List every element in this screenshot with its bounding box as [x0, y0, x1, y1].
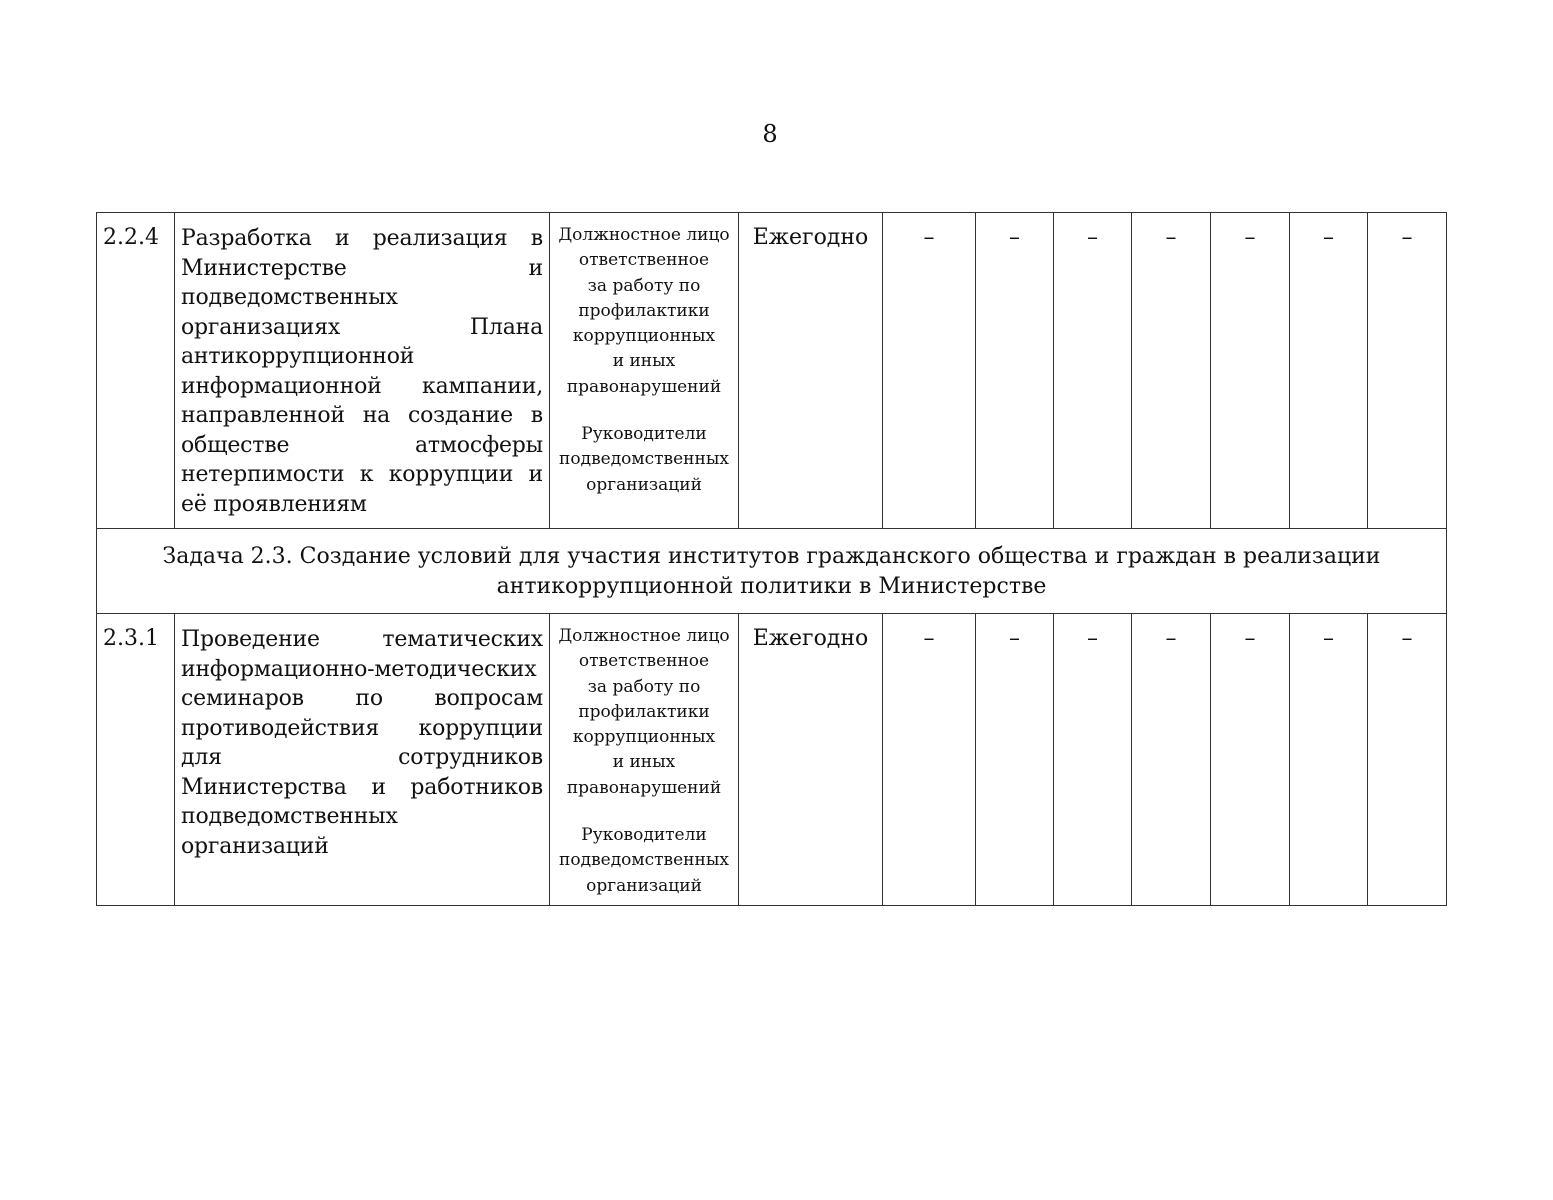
responsible-line: профилактики — [578, 300, 710, 321]
value-cell: – — [1290, 213, 1368, 529]
responsible-line: и иных — [612, 752, 676, 773]
measures-table — [96, 212, 1447, 906]
value-cell: – — [1054, 614, 1132, 906]
task-row — [97, 529, 1447, 614]
responsible-line: Руководители — [581, 424, 707, 445]
responsible-line: организаций — [586, 474, 702, 495]
task-heading-line: Задача 2.3. Создание условий для участия институтов гражданского общества и граждан в реализации — [162, 544, 1381, 569]
value-cell: – — [976, 614, 1054, 906]
responsible-line: ответственное — [578, 250, 710, 271]
value-cell: – — [1211, 213, 1290, 529]
row-number: 2.2.4 — [97, 213, 175, 529]
task-heading — [97, 529, 1447, 614]
measure-title: Разработка и реализация в Министерстве и подведомственных организациях Плана антикоррупционной информационной кампании, направленной на создание в обществе атмосферы нетерпимости к коррупции и её проявлениям — [175, 213, 550, 529]
task-heading-line: антикоррупционной политики в Министерстве — [496, 573, 1047, 599]
responsible-line: за работу по — [587, 275, 701, 296]
responsible-line: за работу по — [587, 676, 701, 697]
responsible-line: Руководители — [581, 825, 707, 846]
value-cell: – — [883, 614, 976, 906]
responsible-line: ответственное — [578, 651, 710, 672]
value-cell: – — [1132, 213, 1211, 529]
value-cell: – — [1211, 614, 1290, 906]
value-cell: – — [1132, 614, 1211, 906]
responsible-line: Должностное лицо — [558, 626, 730, 646]
responsible-line: профилактики — [578, 701, 710, 722]
value-cell: – — [1368, 213, 1447, 529]
page-number: 8 — [762, 120, 778, 148]
responsible-line: организаций — [586, 875, 702, 896]
responsible-line: Должностное лицо — [558, 225, 730, 245]
responsible-line: подведомственных — [559, 850, 729, 871]
period-cell: Ежегодно — [739, 614, 883, 906]
value-cell: – — [1368, 614, 1447, 906]
responsible-line: правонарушений — [566, 777, 722, 798]
table-row — [97, 213, 1447, 529]
responsible-line: и иных — [612, 351, 676, 372]
period-cell: Ежегодно — [739, 213, 883, 529]
value-cell: – — [883, 213, 976, 529]
responsible-line: коррупционных — [572, 727, 716, 748]
responsible-line: правонарушений — [566, 376, 722, 397]
responsible-cell — [550, 614, 739, 906]
row-number: 2.3.1 — [97, 614, 175, 906]
table-row — [97, 614, 1447, 906]
responsible-cell — [550, 213, 739, 529]
responsible-line: подведомственных — [559, 449, 729, 470]
value-cell: – — [976, 213, 1054, 529]
responsible-line: коррупционных — [572, 326, 716, 347]
measure-title: Проведение тематических информационно-методических семинаров по вопросам противодействия коррупции для сотрудников Министерства и работников подведомственных организаций — [175, 614, 550, 906]
value-cell: – — [1054, 213, 1132, 529]
value-cell: – — [1290, 614, 1368, 906]
